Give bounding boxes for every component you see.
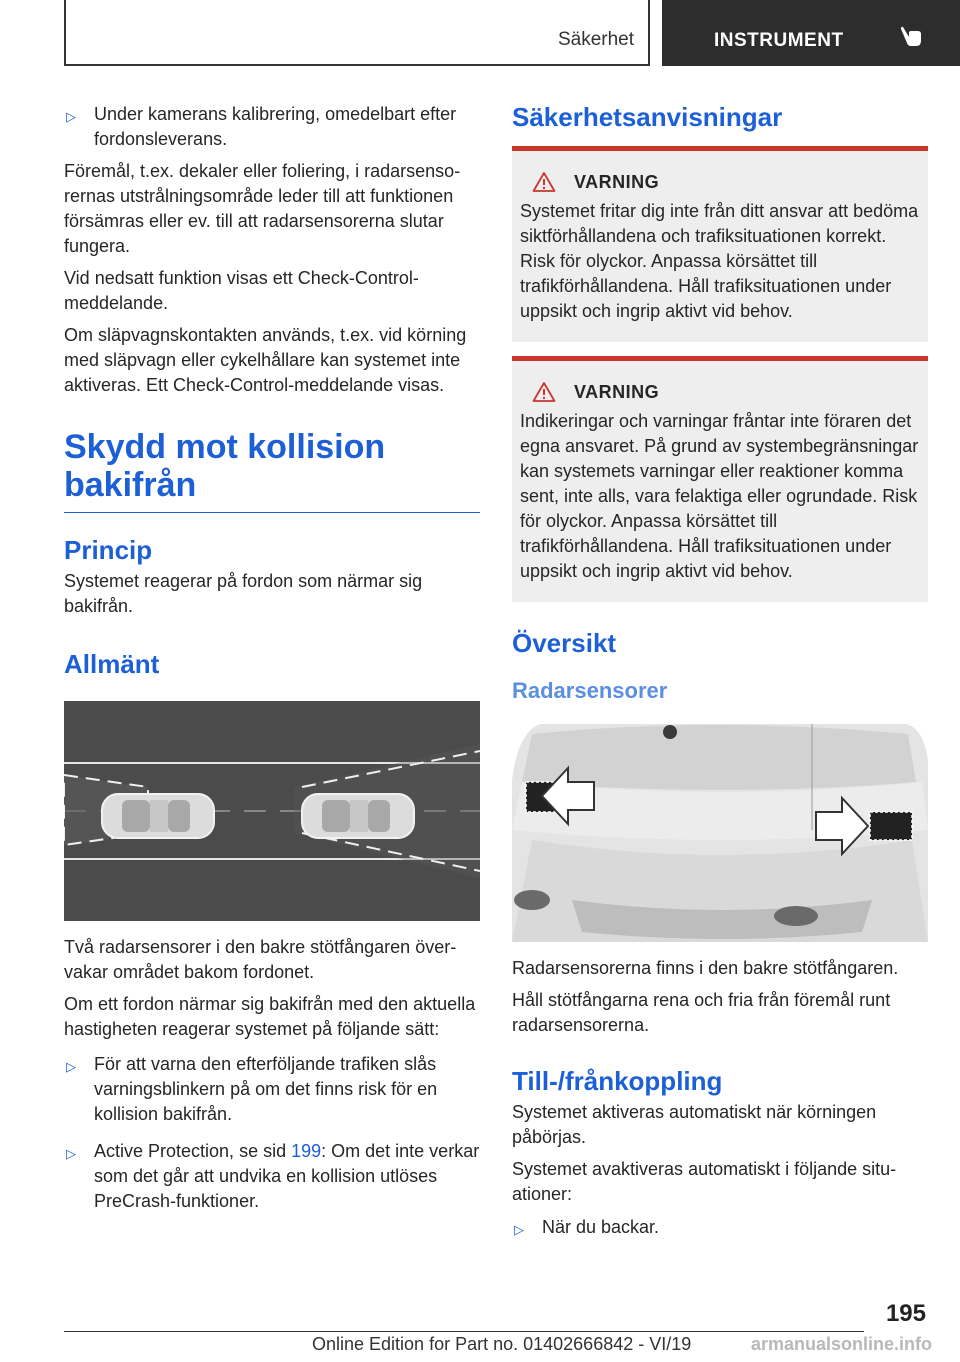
header-section-tab (64, 0, 650, 66)
bullet-list-bottom (64, 1052, 480, 1214)
bullet-text-start: Active Protection, se sid (94, 1141, 292, 1161)
warning-header (520, 381, 920, 403)
paragraph: Systemet aktiveras automatiskt när körningen påbörjas. (512, 1102, 877, 1147)
warning-box (512, 146, 928, 342)
page-number: 195 (885, 1300, 926, 1327)
warning-label: VARNING (574, 171, 660, 192)
radar-heading: Radarsensorer (512, 678, 668, 703)
list-item (512, 1215, 928, 1240)
right-column (512, 102, 928, 1247)
triangle-bullet-icon: ▷ (66, 1059, 76, 1074)
list-item (64, 1139, 480, 1214)
triangle-bullet-icon: ▷ (66, 1146, 76, 1161)
warning-triangle-icon (532, 381, 556, 403)
list-item (64, 1052, 480, 1127)
paragraph: Radarsensorerna finns i den bakre stötfångaren. (512, 958, 899, 978)
ego-car (102, 794, 214, 838)
general-heading: Allmänt (64, 649, 160, 679)
bullet-list-top (64, 102, 480, 152)
bullet-text: För att varna den efterföljande trafiken slås varningsblinkern på om det finns risk för en kollision bakifrån. (94, 1054, 438, 1124)
header-chapter-tab (662, 0, 960, 66)
paragraph: Vid nedsatt funktion visas ett Check-Control-meddelande. (64, 268, 419, 313)
footer-divider (64, 1331, 864, 1332)
triangle-bullet-icon: ▷ (66, 109, 76, 124)
overview-heading: Översikt (512, 628, 617, 658)
radar-coverage-figure (64, 701, 480, 921)
principle-heading: Princip (64, 535, 153, 565)
warning-label: VARNING (574, 381, 660, 402)
safety-heading: Säkerhetsanvisningar (512, 102, 783, 132)
header-section-label: Säkerhet (557, 29, 634, 50)
paragraph: Håll stötfångarna rena och fria från föremål runt radarsensorerna. (512, 990, 891, 1035)
left-column (64, 102, 480, 1221)
bullet-text: När du backar. (542, 1217, 660, 1237)
warning-text: Indikeringar och varningar fråntar inte föraren det egna ansvaret. På grund av systembegränsningar kan systemets varningar eller reaktioner komma sent, inte alls, vara felaktiga eller ogrundade. Risk för olyckor. Anpassa körsättet till trafikförhållandena. Håll trafiksituationen under uppsikt och ingrip aktivt vid behov. (520, 411, 919, 581)
watermark: armanualsonline.info (750, 1334, 932, 1354)
principle-text: Systemet reagerar på fordon som närmar sig bakifrån. (64, 571, 423, 616)
pointing-hand-icon (898, 24, 924, 50)
approaching-car (302, 794, 414, 838)
bullet-text: Under kamerans kalibrering, omedelbart efter fordonsleverans. (94, 104, 457, 149)
warning-header (520, 171, 920, 193)
page-link[interactable]: 199 (291, 1141, 322, 1161)
bullet-text-end: : Om det inte verkar som det går att undvika en kollision utlöses PreCrash-funktioner. (94, 1141, 480, 1211)
warning-text: Systemet fritar dig inte från ditt ansvar att bedöma siktförhållandena och trafiksituationen korrekt. Risk för olyckor. Anpassa körsättet till trafikförhållandena. Håll trafiksituationen under uppsikt och ingrip aktivt vid behov. (520, 201, 919, 321)
paragraph: Om ett fordon närmar sig bakifrån med den aktuella hastigheten reagerar systemet på följande sätt: (64, 994, 476, 1039)
paragraph: Föremål, t.ex. dekaler eller foliering, i radarsensorernas utstrålningsområde leder till att funktionen försämras eller ev. till att radarsensorerna slutar fungera. (64, 161, 461, 256)
paragraph: Två radarsensorer i den bakre stötfångaren övervakar området bakom fordonet. (64, 937, 457, 982)
warning-triangle-icon (532, 171, 556, 193)
section-heading: Skydd mot kollision bakifrån (64, 428, 480, 513)
header-chapter-label: INSTRUMENT (714, 30, 844, 51)
list-item (64, 102, 480, 152)
paragraph: Om släpvagnskontakten används, t.ex. vid körning med släpvagn eller cykelhållare kan systemet inte aktiveras. Ett Check-Control-meddelande visas. (64, 325, 467, 395)
rear-bumper-figure (512, 720, 928, 942)
edition-text: Online Edition for Part no. 01402666842 - VI/19 (312, 1334, 692, 1354)
bullet-list-switch (512, 1215, 928, 1240)
switch-heading: Till-/frånkoppling (512, 1066, 723, 1096)
warning-box (512, 356, 928, 602)
paragraph: Systemet avaktiveras automatiskt i följande situationer: (512, 1159, 897, 1204)
triangle-bullet-icon: ▷ (514, 1222, 524, 1237)
